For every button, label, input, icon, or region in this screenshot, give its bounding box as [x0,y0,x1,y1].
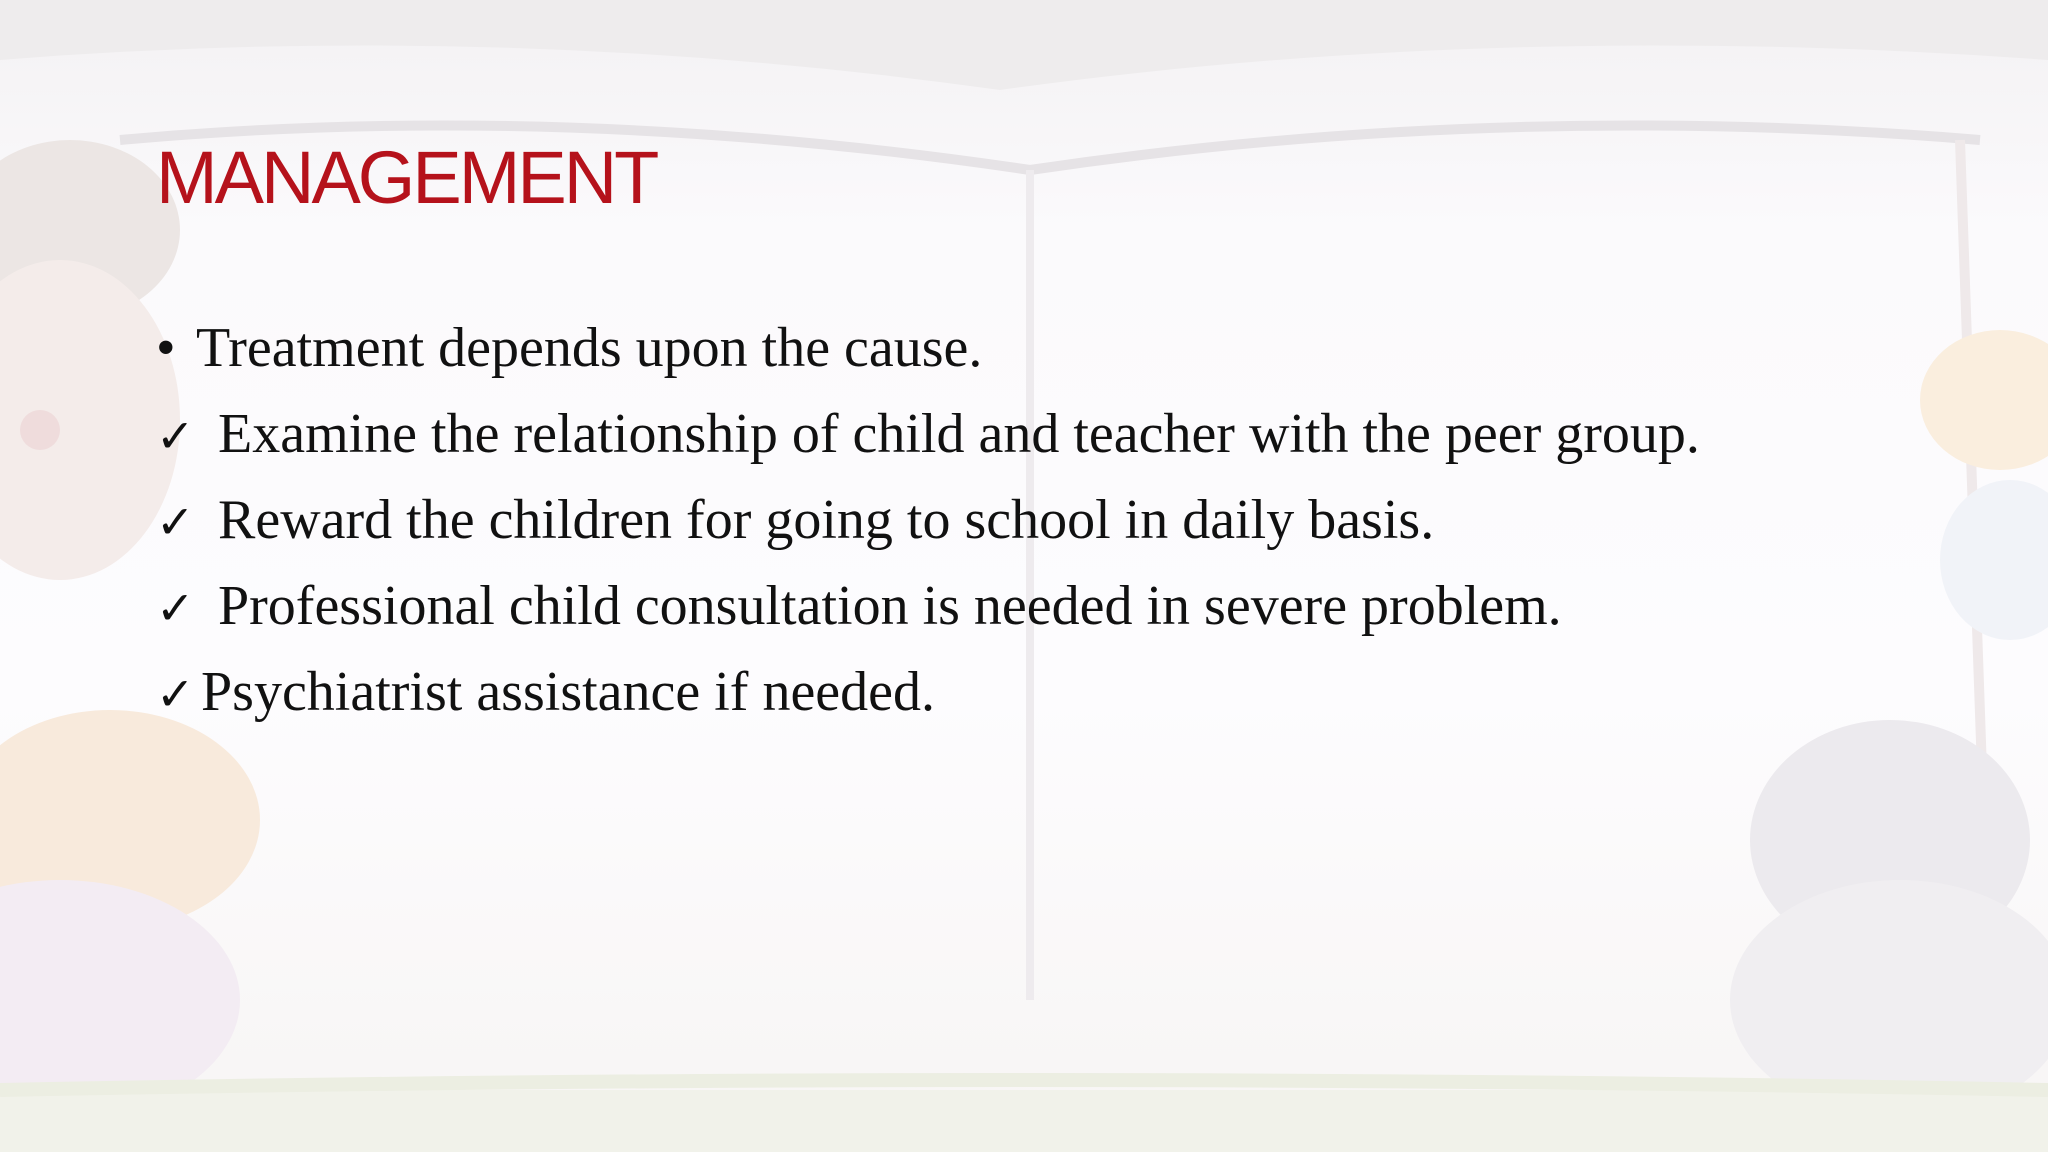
list-item-text: Professional child consultation is needed in severe problem. [218,575,1562,637]
checkmark-icon: ✓ [156,667,195,721]
bullet-icon: • [156,317,176,379]
list-item [156,477,1996,563]
bullet-list [156,305,1996,735]
slide-title: MANAGEMENT [156,136,657,219]
checkmark-icon: ✓ [156,495,195,549]
list-item-text: Reward the children for going to school in daily basis. [218,489,1435,551]
checkmark-icon: ✓ [156,409,195,463]
list-item-text: Psychiatrist assistance if needed. [201,661,936,723]
list-item-text: Treatment depends upon the cause. [196,317,983,379]
checkmark-icon: ✓ [156,581,195,635]
list-item [156,391,1996,477]
list-item [156,649,1996,735]
list-item [156,305,1996,391]
list-item [156,563,1996,649]
list-item-text: Examine the relationship of child and teacher with the peer group. [218,403,1700,465]
